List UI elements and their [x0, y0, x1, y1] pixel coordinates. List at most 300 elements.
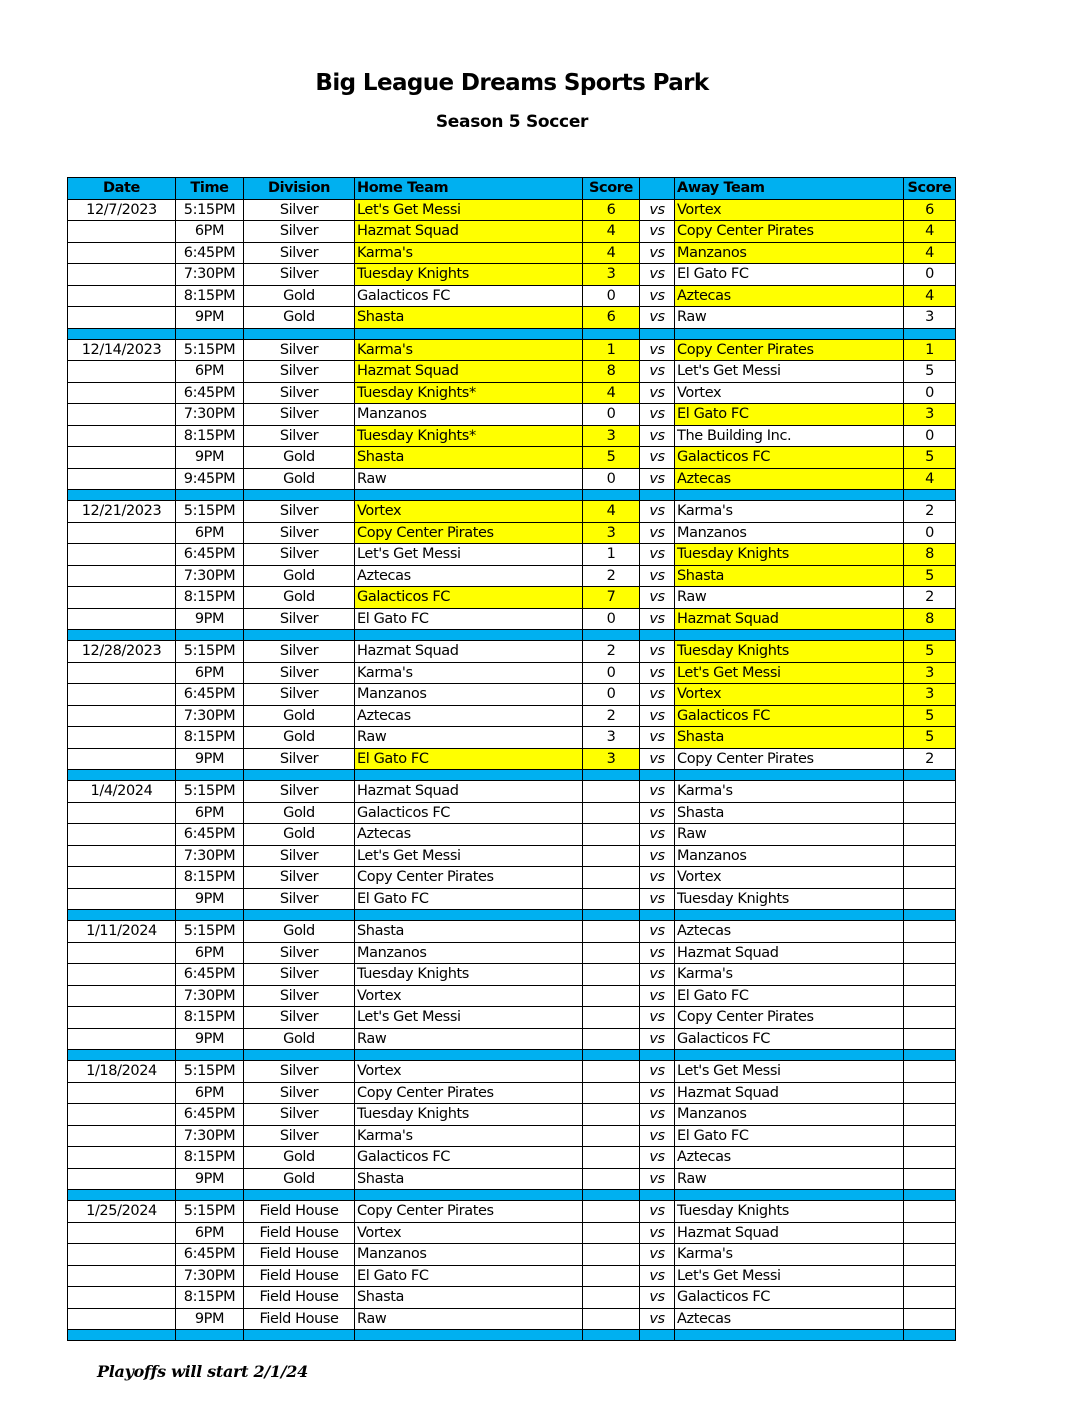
vs-label: vs [640, 1125, 675, 1147]
game-time: 6PM [176, 662, 244, 684]
separator-cell [640, 630, 675, 641]
home-score [583, 1222, 640, 1244]
away-score [904, 888, 956, 910]
home-team: Shasta [355, 447, 583, 469]
schedule-table [67, 177, 956, 1341]
separator-cell [904, 1190, 956, 1201]
game-division: Field House [244, 1287, 355, 1309]
away-score [904, 1007, 956, 1029]
home-score [583, 1265, 640, 1287]
away-team: El Gato FC [675, 985, 904, 1007]
home-team: Galacticos FC [355, 802, 583, 824]
vs-label: vs [640, 447, 675, 469]
away-score [904, 985, 956, 1007]
game-division: Silver [244, 242, 355, 264]
home-team: Shasta [355, 1287, 583, 1309]
game-time: 5:15PM [176, 1061, 244, 1083]
separator-cell [176, 1050, 244, 1061]
separator-cell [355, 770, 583, 781]
home-score: 2 [583, 705, 640, 727]
schedule-body [68, 199, 956, 1341]
game-division: Silver [244, 382, 355, 404]
away-team: Raw [675, 1168, 904, 1190]
game-date-empty [68, 824, 176, 846]
game-row [68, 501, 956, 523]
game-division: Silver [244, 404, 355, 426]
game-time: 8:15PM [176, 1287, 244, 1309]
game-division: Gold [244, 705, 355, 727]
home-score [583, 845, 640, 867]
home-team: Manzanos [355, 1244, 583, 1266]
vs-label: vs [640, 425, 675, 447]
page-subtitle: Season 5 Soccer [435, 112, 589, 132]
game-time: 5:15PM [176, 501, 244, 523]
game-row [68, 1201, 956, 1223]
separator-cell [675, 1050, 904, 1061]
game-date-empty [68, 1007, 176, 1029]
away-score: 1 [904, 339, 956, 361]
game-time: 7:30PM [176, 1265, 244, 1287]
separator-cell [583, 630, 640, 641]
home-score: 5 [583, 447, 640, 469]
game-division: Gold [244, 824, 355, 846]
away-team: Copy Center Pirates [675, 339, 904, 361]
game-division: Gold [244, 1168, 355, 1190]
home-team: Let's Get Messi [355, 199, 583, 221]
home-team: Aztecas [355, 824, 583, 846]
game-division: Silver [244, 1007, 355, 1029]
separator-cell [583, 1330, 640, 1341]
home-score [583, 1028, 640, 1050]
game-time: 7:30PM [176, 565, 244, 587]
home-score [583, 1201, 640, 1223]
away-team: Hazmat Squad [675, 942, 904, 964]
away-team: Tuesday Knights [675, 1201, 904, 1223]
game-row [68, 705, 956, 727]
home-team: Tuesday Knights* [355, 382, 583, 404]
game-row [68, 544, 956, 566]
home-team: Galacticos FC [355, 285, 583, 307]
game-date-empty [68, 425, 176, 447]
home-team: Raw [355, 468, 583, 490]
game-date: 1/11/2024 [68, 921, 176, 943]
vs-label: vs [640, 587, 675, 609]
home-score [583, 781, 640, 803]
away-team: Vortex [675, 684, 904, 706]
game-time: 6:45PM [176, 382, 244, 404]
away-score [904, 781, 956, 803]
game-row [68, 1061, 956, 1083]
game-division: Silver [244, 845, 355, 867]
away-team: Hazmat Squad [675, 608, 904, 630]
game-time: 8:15PM [176, 1147, 244, 1169]
vs-label: vs [640, 888, 675, 910]
game-time: 6:45PM [176, 1104, 244, 1126]
game-row [68, 425, 956, 447]
home-score: 0 [583, 468, 640, 490]
vs-label: vs [640, 1061, 675, 1083]
game-row [68, 1308, 956, 1330]
home-team: Karma's [355, 662, 583, 684]
separator-cell [355, 1050, 583, 1061]
game-time: 6:45PM [176, 242, 244, 264]
game-date-empty [68, 1147, 176, 1169]
game-row [68, 1147, 956, 1169]
game-date: 1/18/2024 [68, 1061, 176, 1083]
game-time: 5:15PM [176, 339, 244, 361]
home-team: Copy Center Pirates [355, 1201, 583, 1223]
away-score: 5 [904, 641, 956, 663]
home-team: Manzanos [355, 942, 583, 964]
game-row [68, 565, 956, 587]
home-team: El Gato FC [355, 608, 583, 630]
vs-label: vs [640, 727, 675, 749]
separator-cell [904, 1330, 956, 1341]
vs-label: vs [640, 942, 675, 964]
home-team: Karma's [355, 1125, 583, 1147]
game-division: Gold [244, 307, 355, 329]
game-time: 9PM [176, 1168, 244, 1190]
game-date-empty [68, 1125, 176, 1147]
game-division: Silver [244, 608, 355, 630]
separator-cell [244, 630, 355, 641]
game-division: Field House [244, 1265, 355, 1287]
game-division: Silver [244, 888, 355, 910]
game-division: Silver [244, 1061, 355, 1083]
away-score: 2 [904, 748, 956, 770]
separator-cell [583, 328, 640, 339]
separator-cell [176, 630, 244, 641]
home-score [583, 824, 640, 846]
vs-label: vs [640, 1244, 675, 1266]
game-time: 5:15PM [176, 199, 244, 221]
game-row [68, 1265, 956, 1287]
separator-cell [640, 490, 675, 501]
home-team: Hazmat Squad [355, 641, 583, 663]
game-row [68, 447, 956, 469]
home-team: Hazmat Squad [355, 781, 583, 803]
separator-cell [355, 490, 583, 501]
game-date-empty [68, 1028, 176, 1050]
game-date-empty [68, 1308, 176, 1330]
game-date-empty [68, 221, 176, 243]
game-division: Silver [244, 1082, 355, 1104]
game-division: Silver [244, 942, 355, 964]
away-team: El Gato FC [675, 264, 904, 286]
home-team: Vortex [355, 1061, 583, 1083]
home-score [583, 1147, 640, 1169]
game-time: 9:45PM [176, 468, 244, 490]
away-team: Let's Get Messi [675, 662, 904, 684]
away-team: Hazmat Squad [675, 1082, 904, 1104]
home-score: 1 [583, 339, 640, 361]
game-row [68, 1125, 956, 1147]
vs-label: vs [640, 867, 675, 889]
separator-cell [244, 910, 355, 921]
vs-label: vs [640, 565, 675, 587]
vs-label: vs [640, 1265, 675, 1287]
game-division: Silver [244, 264, 355, 286]
game-date: 12/7/2023 [68, 199, 176, 221]
game-date-empty [68, 748, 176, 770]
away-team: Let's Get Messi [675, 361, 904, 383]
vs-label: vs [640, 199, 675, 221]
vs-label: vs [640, 501, 675, 523]
game-division: Silver [244, 544, 355, 566]
game-date-empty [68, 1244, 176, 1266]
separator-cell [68, 770, 176, 781]
away-team: Copy Center Pirates [675, 221, 904, 243]
game-row [68, 468, 956, 490]
away-score: 5 [904, 447, 956, 469]
vs-label: vs [640, 641, 675, 663]
home-score [583, 888, 640, 910]
vs-label: vs [640, 361, 675, 383]
separator-cell [675, 1330, 904, 1341]
home-score [583, 1104, 640, 1126]
home-score: 3 [583, 264, 640, 286]
game-division: Silver [244, 361, 355, 383]
week-separator [68, 630, 956, 641]
home-team: El Gato FC [355, 748, 583, 770]
game-date-empty [68, 942, 176, 964]
game-time: 9PM [176, 447, 244, 469]
home-score: 6 [583, 307, 640, 329]
home-team: Tuesday Knights [355, 964, 583, 986]
vs-label: vs [640, 608, 675, 630]
away-team: Vortex [675, 382, 904, 404]
game-row [68, 1168, 956, 1190]
week-separator [68, 328, 956, 339]
game-time: 5:15PM [176, 781, 244, 803]
home-team: Vortex [355, 985, 583, 1007]
game-row [68, 522, 956, 544]
separator-cell [904, 630, 956, 641]
away-score [904, 942, 956, 964]
separator-cell [675, 1190, 904, 1201]
separator-cell [244, 328, 355, 339]
home-team: Raw [355, 1308, 583, 1330]
vs-label: vs [640, 684, 675, 706]
separator-cell [355, 1190, 583, 1201]
separator-cell [640, 328, 675, 339]
home-team: Copy Center Pirates [355, 867, 583, 889]
game-row [68, 339, 956, 361]
game-time: 6:45PM [176, 964, 244, 986]
game-row [68, 888, 956, 910]
game-division: Silver [244, 522, 355, 544]
game-date-empty [68, 1082, 176, 1104]
away-score [904, 1168, 956, 1190]
away-team: Tuesday Knights [675, 641, 904, 663]
game-row [68, 641, 956, 663]
game-division: Gold [244, 468, 355, 490]
game-time: 6PM [176, 942, 244, 964]
game-date-empty [68, 985, 176, 1007]
game-division: Silver [244, 425, 355, 447]
away-team: Vortex [675, 867, 904, 889]
separator-cell [904, 770, 956, 781]
game-row [68, 748, 956, 770]
away-score [904, 964, 956, 986]
game-time: 6:45PM [176, 824, 244, 846]
home-score: 2 [583, 565, 640, 587]
separator-cell [68, 328, 176, 339]
game-division: Gold [244, 802, 355, 824]
game-date-empty [68, 845, 176, 867]
game-time: 7:30PM [176, 1125, 244, 1147]
game-division: Silver [244, 641, 355, 663]
vs-label: vs [640, 1287, 675, 1309]
away-score: 4 [904, 285, 956, 307]
home-score [583, 867, 640, 889]
separator-cell [675, 770, 904, 781]
home-team: Tuesday Knights* [355, 425, 583, 447]
game-row [68, 1244, 956, 1266]
home-team: Hazmat Squad [355, 361, 583, 383]
home-score [583, 802, 640, 824]
vs-label: vs [640, 802, 675, 824]
game-row [68, 242, 956, 264]
header-time: Time [176, 178, 244, 200]
home-score: 4 [583, 382, 640, 404]
separator-cell [68, 1190, 176, 1201]
away-team: Tuesday Knights [675, 544, 904, 566]
separator-cell [68, 490, 176, 501]
away-score [904, 824, 956, 846]
game-row [68, 985, 956, 1007]
home-team: El Gato FC [355, 888, 583, 910]
separator-cell [68, 1050, 176, 1061]
game-date-empty [68, 382, 176, 404]
game-date-empty [68, 1168, 176, 1190]
separator-cell [68, 1330, 176, 1341]
game-division: Silver [244, 221, 355, 243]
away-score [904, 921, 956, 943]
home-team: Copy Center Pirates [355, 522, 583, 544]
home-score: 1 [583, 544, 640, 566]
header-date: Date [68, 178, 176, 200]
game-time: 6PM [176, 361, 244, 383]
away-team: Shasta [675, 802, 904, 824]
game-row [68, 404, 956, 426]
game-division: Silver [244, 662, 355, 684]
away-score: 3 [904, 684, 956, 706]
away-team: Raw [675, 824, 904, 846]
away-team: Galacticos FC [675, 705, 904, 727]
home-score: 3 [583, 748, 640, 770]
separator-cell [68, 630, 176, 641]
away-team: Aztecas [675, 285, 904, 307]
game-time: 5:15PM [176, 921, 244, 943]
home-score [583, 964, 640, 986]
home-team: Shasta [355, 1168, 583, 1190]
game-time: 6PM [176, 802, 244, 824]
home-score: 0 [583, 285, 640, 307]
game-date-empty [68, 587, 176, 609]
header-away-score: Score [904, 178, 956, 200]
away-team: Shasta [675, 565, 904, 587]
game-date-empty [68, 264, 176, 286]
away-score [904, 1287, 956, 1309]
game-row [68, 824, 956, 846]
game-date-empty [68, 1222, 176, 1244]
away-team: Hazmat Squad [675, 1222, 904, 1244]
game-division: Silver [244, 501, 355, 523]
game-time: 8:15PM [176, 867, 244, 889]
vs-label: vs [640, 242, 675, 264]
game-date: 12/21/2023 [68, 501, 176, 523]
away-team: Manzanos [675, 242, 904, 264]
away-team: Manzanos [675, 1104, 904, 1126]
home-score [583, 985, 640, 1007]
home-team: Vortex [355, 501, 583, 523]
game-date-empty [68, 404, 176, 426]
home-score: 6 [583, 199, 640, 221]
separator-cell [68, 910, 176, 921]
game-row [68, 1028, 956, 1050]
game-row [68, 361, 956, 383]
home-score: 3 [583, 727, 640, 749]
separator-cell [355, 910, 583, 921]
vs-label: vs [640, 1201, 675, 1223]
game-date-empty [68, 684, 176, 706]
home-team: Karma's [355, 339, 583, 361]
vs-label: vs [640, 921, 675, 943]
separator-cell [244, 1330, 355, 1341]
home-score: 0 [583, 684, 640, 706]
game-row [68, 285, 956, 307]
away-team: Aztecas [675, 1308, 904, 1330]
separator-cell [583, 770, 640, 781]
game-date-empty [68, 544, 176, 566]
game-row [68, 1104, 956, 1126]
vs-label: vs [640, 522, 675, 544]
away-score [904, 1125, 956, 1147]
vs-label: vs [640, 1007, 675, 1029]
vs-label: vs [640, 339, 675, 361]
separator-cell [904, 910, 956, 921]
game-date-empty [68, 242, 176, 264]
away-team: Aztecas [675, 921, 904, 943]
home-score [583, 1168, 640, 1190]
home-score: 0 [583, 662, 640, 684]
away-score [904, 867, 956, 889]
game-division: Field House [244, 1308, 355, 1330]
home-score: 0 [583, 404, 640, 426]
game-time: 8:15PM [176, 587, 244, 609]
vs-label: vs [640, 221, 675, 243]
home-team: Raw [355, 1028, 583, 1050]
game-date: 1/25/2024 [68, 1201, 176, 1223]
game-time: 5:15PM [176, 1201, 244, 1223]
separator-cell [675, 490, 904, 501]
header-home-score: Score [583, 178, 640, 200]
home-score: 7 [583, 587, 640, 609]
vs-label: vs [640, 662, 675, 684]
separator-cell [583, 490, 640, 501]
game-row [68, 307, 956, 329]
game-division: Gold [244, 1147, 355, 1169]
game-date: 12/28/2023 [68, 641, 176, 663]
page-title: Big League Dreams Sports Park [315, 70, 709, 96]
vs-label: vs [640, 285, 675, 307]
game-time: 8:15PM [176, 425, 244, 447]
separator-cell [904, 328, 956, 339]
vs-label: vs [640, 382, 675, 404]
game-row [68, 264, 956, 286]
away-team: Galacticos FC [675, 1028, 904, 1050]
